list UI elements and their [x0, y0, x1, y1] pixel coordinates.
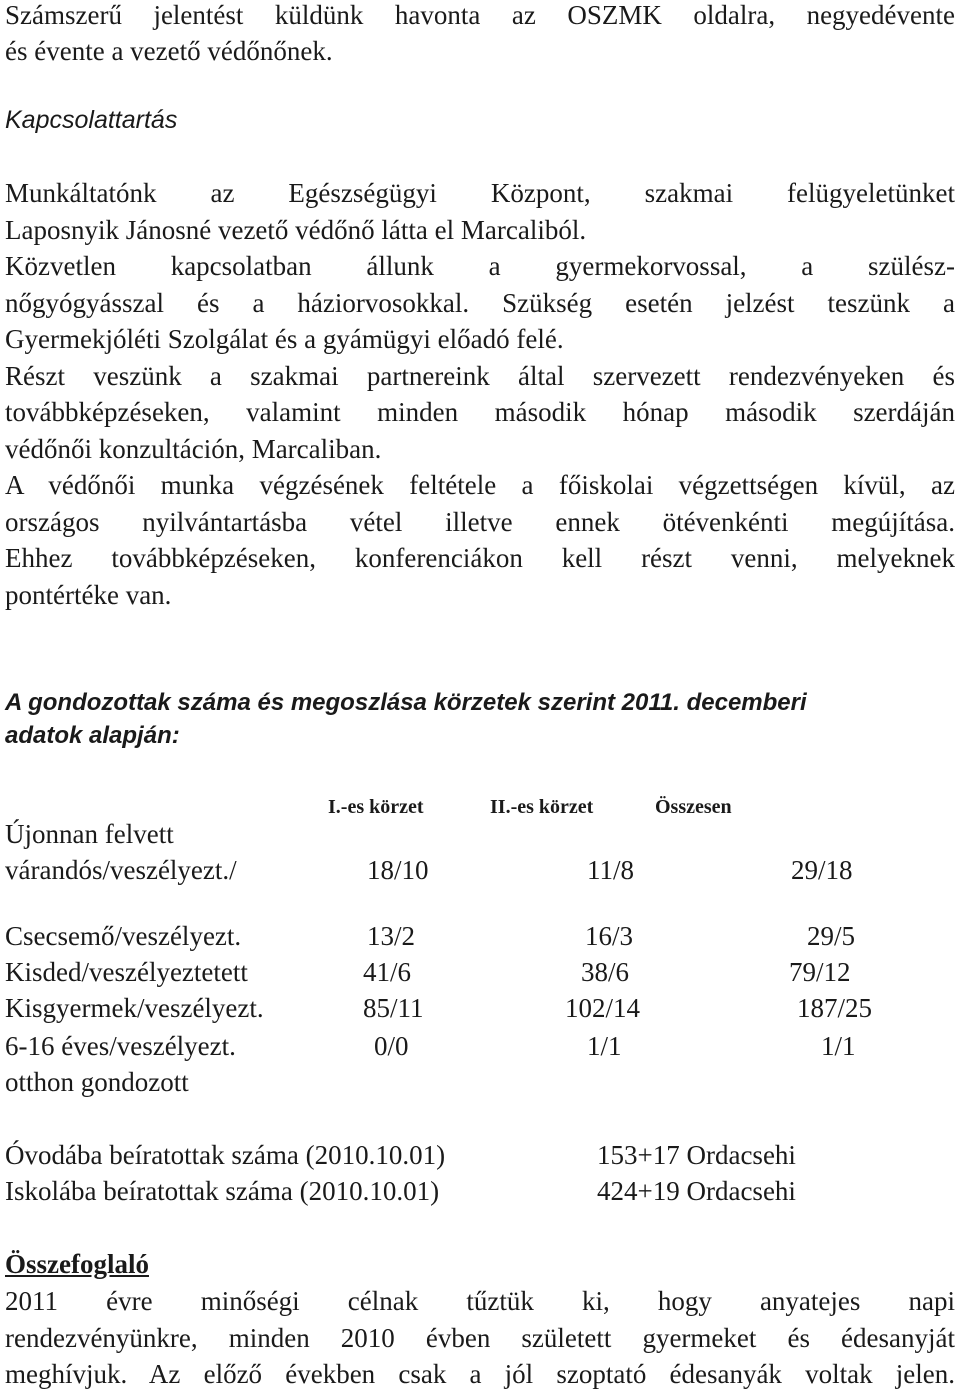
contact-line: Gyermekjóléti Szolgálat és a gyámügyi előadó felé. — [5, 324, 564, 354]
row-label-new-line-1: Újonnan felvett — [5, 819, 174, 849]
cell-total: 29/18 — [791, 855, 853, 885]
table-heading-line-1: A gondozottak száma és megoszlása körzetek szerint 2011. decemberi — [5, 689, 807, 716]
table-heading — [5, 686, 955, 752]
intro-line-1: Számszerű jelentést küldünk havonta az OSZMK oldalra, negyedévente — [5, 0, 955, 30]
summary-line: rendezvényünkre, minden 2010 évben született gyermeket és édesanyját — [5, 1322, 955, 1353]
table-heading-line-2: adatok alapján: — [5, 722, 180, 749]
row-label: 6-16 éves/veszélyezt. — [5, 1031, 236, 1061]
contact-line: nőgyógyásszal és a háziorvosokkal. Szükség esetén jelzést teszünk a — [5, 287, 955, 318]
enrollment-value: 153+17 Ordacsehi — [597, 1140, 796, 1170]
enrollment-label: Óvodába beíratottak száma (2010.10.01) — [5, 1140, 446, 1170]
contact-line: továbbképzéseken, valamint minden második hónap második szerdáján — [5, 397, 955, 427]
enrollment-value: 424+19 Ordacsehi — [597, 1176, 796, 1206]
cell-district-2: 11/8 — [587, 855, 634, 885]
cell-total: 29/5 — [807, 921, 856, 951]
contact-heading: Kapcsolattartás — [5, 106, 178, 134]
row-label: Csecsemő/veszélyezt. — [5, 921, 242, 951]
row-label: Kisgyermek/veszélyezt. — [5, 993, 264, 1023]
col-header-district-2: II.-es körzet — [490, 796, 594, 818]
cell-district-1: 18/10 — [367, 855, 429, 885]
row-label: Kisded/veszélyeztetett — [5, 957, 248, 987]
cell-district-1: 85/11 — [363, 993, 424, 1023]
row-label-home-care: otthon gondozott — [5, 1067, 189, 1097]
contact-line: védőnői konzultáción, Marcaliban. — [5, 433, 382, 464]
contact-line: pontértéke van. — [5, 579, 172, 610]
summary-line: 2011 évre minőségi célnak tűztük ki, hogy anyatejes napi — [5, 1286, 955, 1316]
contact-line: országos nyilvántartásba vétel illetve ennek ötévenkénti megújítása. — [5, 506, 955, 537]
cell-total: 1/1 — [821, 1031, 856, 1061]
cell-district-2: 102/14 — [565, 993, 641, 1023]
cell-total: 79/12 — [789, 957, 851, 987]
cell-district-1: 13/2 — [367, 921, 416, 951]
contact-line: Közvetlen kapcsolatban állunk a gyermekorvossal, a szülész- — [5, 251, 955, 281]
cell-district-1: 41/6 — [363, 957, 412, 987]
col-header-district-1: I.-es körzet — [328, 796, 424, 818]
row-label: várandós/veszélyezt./ — [5, 855, 237, 885]
summary-line: meghívjuk. Az előző években csak a jól szoptató édesanyák voltak jelen. — [5, 1359, 955, 1389]
contact-line: Részt veszünk a szakmai partnereink által szervezett rendezvényeken és — [5, 360, 955, 391]
summary-paragraph — [5, 1283, 955, 1393]
contact-paragraph — [5, 175, 955, 613]
cell-district-2: 1/1 — [587, 1031, 622, 1061]
enrollment-label: Iskolába beíratottak száma (2010.10.01) — [5, 1176, 440, 1206]
col-header-total: Összesen — [655, 796, 732, 818]
cell-district-1: 0/0 — [374, 1031, 409, 1061]
contact-line: Munkáltatónk az Egészségügyi Központ, szakmai felügyeletünket — [5, 178, 955, 208]
cell-district-2: 16/3 — [585, 921, 634, 951]
contact-line: Ehhez továbbképzéseken, konferenciákon kell részt venni, melyeknek — [5, 543, 955, 573]
contact-line: A védőnői munka végzésének feltétele a főiskolai végzettségen kívül, az — [5, 470, 955, 500]
contact-line: Laposnyik Jánosné vezető védőnő látta el Marcaliból. — [5, 214, 587, 245]
summary-heading: Összefoglaló — [5, 1249, 149, 1279]
cell-total: 187/25 — [797, 993, 873, 1023]
cell-district-2: 38/6 — [581, 957, 630, 987]
intro-line-2: és évente a vezető védőnőnek. — [5, 36, 333, 66]
